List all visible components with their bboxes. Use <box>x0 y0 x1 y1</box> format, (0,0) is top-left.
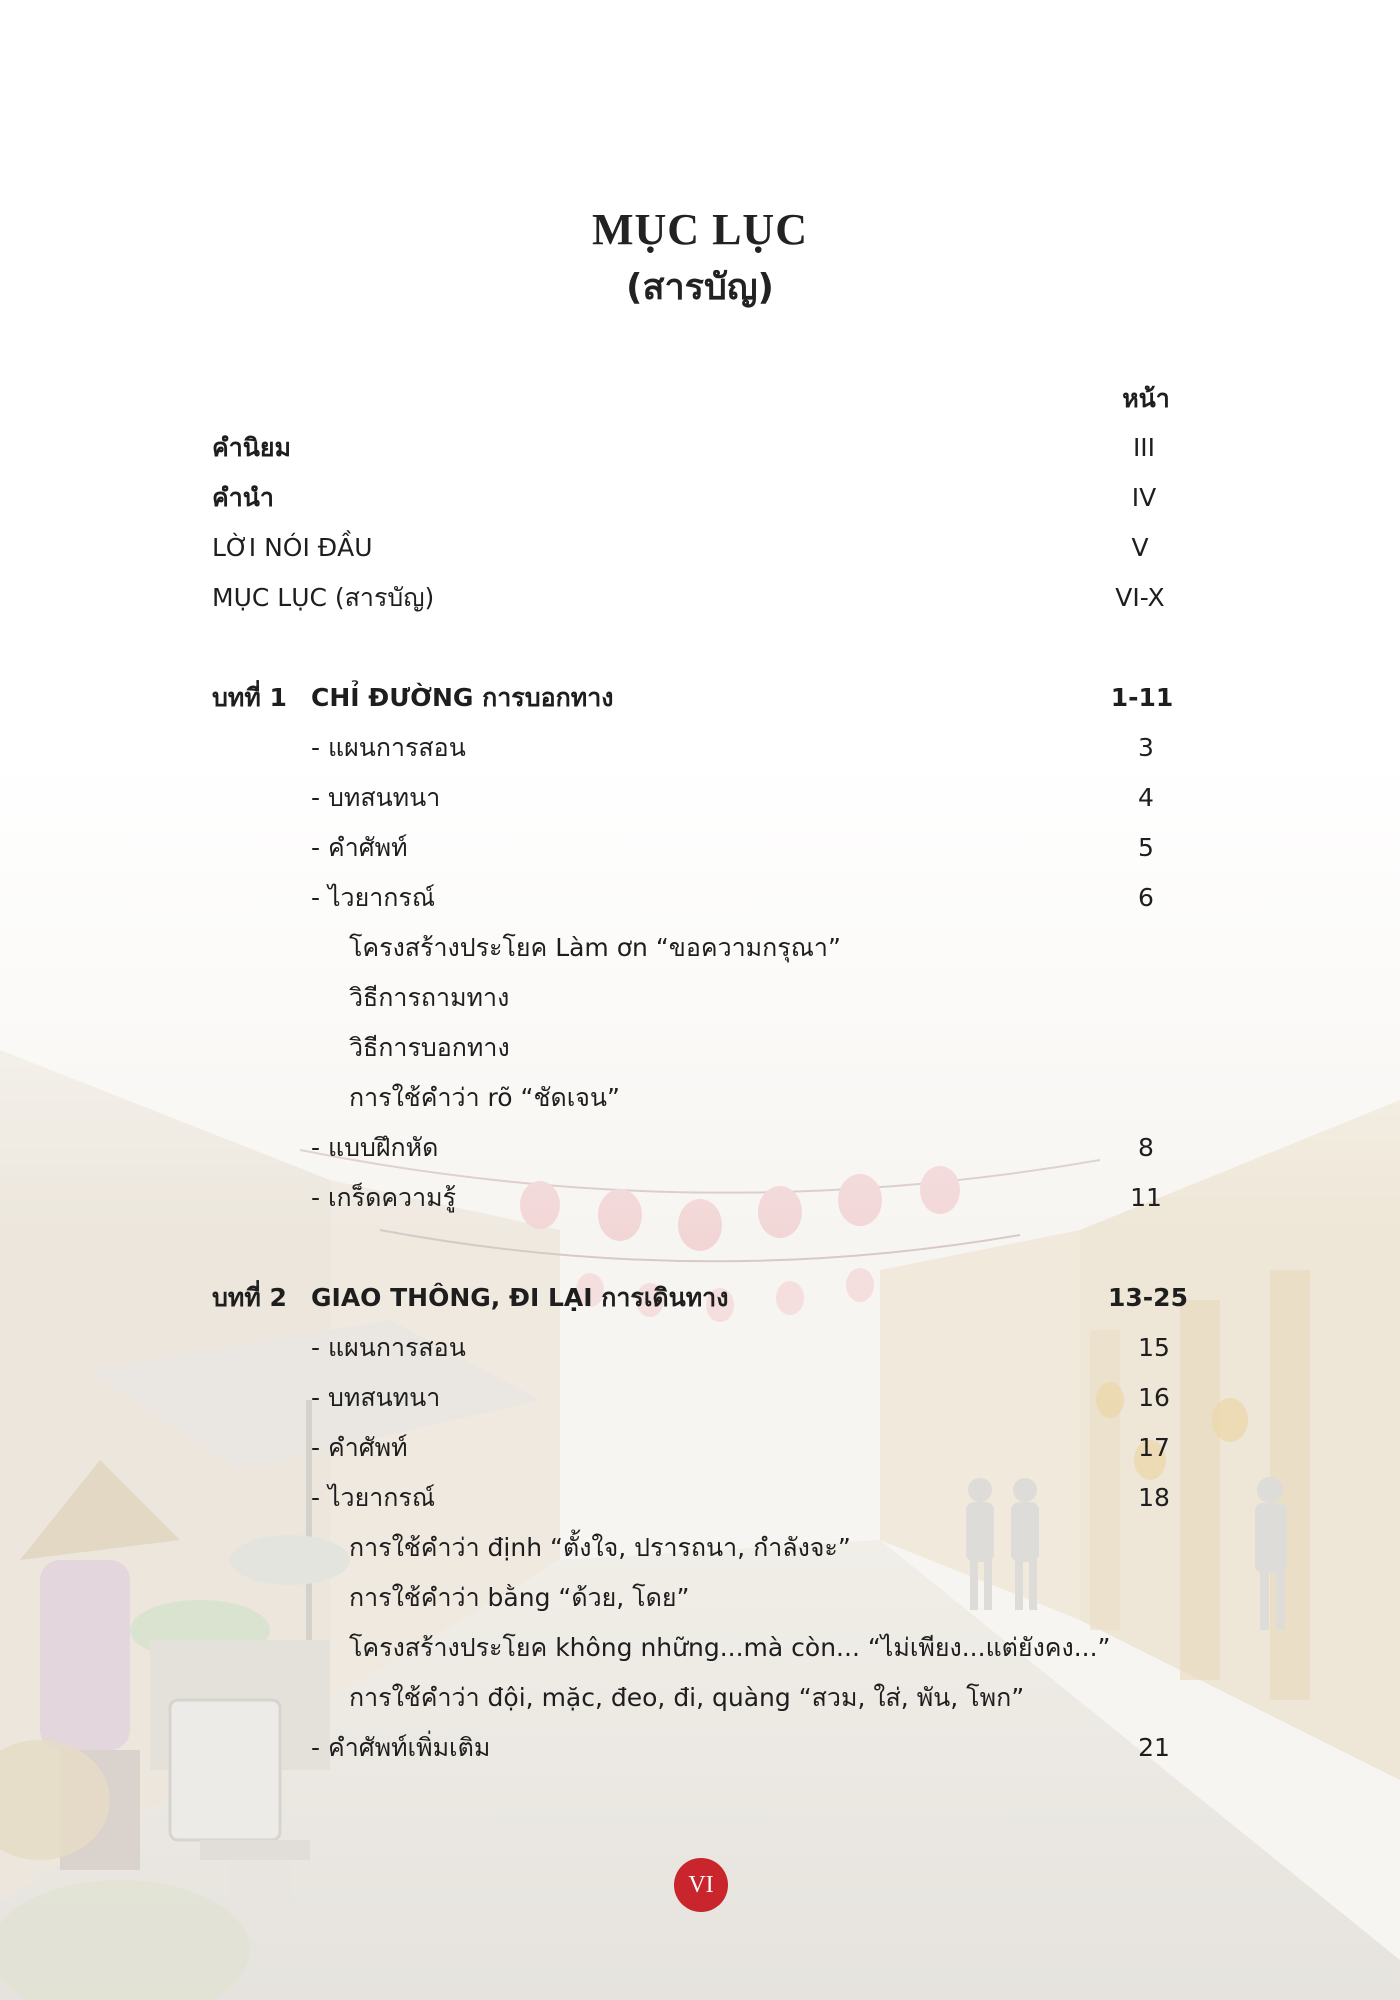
section-page: 6 <box>1138 883 1154 912</box>
subsection-label: การใช้คำว่า rõ “ชัดเจน” <box>349 1083 620 1112</box>
subsection-label: โครงสร้างประโยค không những...mà còn... “ไม่เพียง...แต่ยังคง...” <box>349 1633 1111 1662</box>
toc-entry-page: III <box>1132 433 1156 462</box>
section-page: 8 <box>1138 1133 1154 1162</box>
page-title: MỤC LỤC <box>592 205 808 254</box>
toc-subsection <box>0 978 1400 1018</box>
section-label: - คำศัพท์ <box>311 1433 408 1462</box>
toc-section <box>0 828 1400 868</box>
toc-section <box>0 1128 1400 1168</box>
section-label: - แผนการสอน <box>311 1333 466 1362</box>
toc-entry-label: คำนิยม <box>212 433 291 462</box>
subsection-label: วิธีการบอกทาง <box>349 1033 510 1062</box>
section-label: - คำศัพท์ <box>311 833 408 862</box>
toc-entry <box>0 578 1400 618</box>
chapter-pages: 1-11 <box>1110 683 1174 712</box>
chapter-title: CHỈ ĐƯỜNG การบอกทาง <box>311 683 614 712</box>
section-page: 3 <box>1138 733 1154 762</box>
section-label: - แผนการสอน <box>311 733 466 762</box>
toc-subsection <box>0 1628 1400 1668</box>
section-label: - แบบฝึกหัด <box>311 1133 439 1162</box>
section-page: 5 <box>1138 833 1154 862</box>
toc-entry <box>0 478 1400 518</box>
section-label: - เกร็ดความรู้ <box>311 1183 457 1212</box>
section-label: - บทสนทนา <box>311 1383 441 1412</box>
toc-section <box>0 1328 1400 1368</box>
subsection-label: วิธีการถามทาง <box>349 983 510 1012</box>
page-subtitle: (สารบัญ) <box>626 267 774 308</box>
section-label: - ไวยากรณ์ <box>311 883 436 912</box>
chapter-label: บทที่ 1 <box>212 683 287 712</box>
toc-entry-label: LỜI NÓI ĐẦU <box>212 533 373 562</box>
page-number-badge: VI <box>674 1858 728 1912</box>
section-page: 11 <box>1130 1183 1162 1212</box>
toc-entry-label: MỤC LỤC (สารบัญ) <box>212 583 435 612</box>
section-page: 21 <box>1138 1733 1170 1762</box>
toc-section <box>0 778 1400 818</box>
subsection-label: การใช้คำว่า bằng “ด้วย, โดย” <box>349 1583 690 1612</box>
toc-entry-label: คำนำ <box>212 483 274 512</box>
toc-subsection <box>0 1078 1400 1118</box>
toc-section <box>0 1478 1400 1518</box>
toc-subsection <box>0 1528 1400 1568</box>
section-page: 16 <box>1138 1383 1170 1412</box>
toc-section <box>0 728 1400 768</box>
toc-section <box>0 878 1400 918</box>
section-page: 18 <box>1138 1483 1170 1512</box>
toc-subsection <box>0 928 1400 968</box>
toc-subsection <box>0 1028 1400 1068</box>
toc-entry <box>0 528 1400 568</box>
page-column-header: หน้า <box>1122 384 1170 413</box>
subsection-label: การใช้คำว่า định “ตั้งใจ, ปรารถนา, กำลังจะ” <box>349 1533 851 1562</box>
section-label: - คำศัพท์เพิ่มเติม <box>311 1733 491 1762</box>
section-page: 17 <box>1138 1433 1170 1462</box>
chapter-label: บทที่ 2 <box>212 1283 287 1312</box>
toc-section <box>0 1378 1400 1418</box>
section-page: 4 <box>1138 783 1154 812</box>
toc-entry-page: V <box>1131 533 1149 562</box>
chapter-heading <box>0 678 1400 718</box>
toc-entry <box>0 428 1400 468</box>
subsection-label: การใช้คำว่า đội, mặc, đeo, đi, quàng “สวม, ใส่, พัน, โพก” <box>349 1683 1025 1712</box>
chapter-pages: 13-25 <box>1108 1283 1188 1312</box>
section-label: - บทสนทนา <box>311 783 441 812</box>
chapter-heading <box>0 1278 1400 1318</box>
toc-subsection <box>0 1678 1400 1718</box>
toc-section <box>0 1178 1400 1218</box>
chapter-title: GIAO THÔNG, ĐI LẠI การเดินทาง <box>311 1283 729 1312</box>
toc-subsection <box>0 1578 1400 1618</box>
toc-entry-page: IV <box>1131 483 1157 512</box>
section-page: 15 <box>1138 1333 1170 1362</box>
toc-section <box>0 1728 1400 1768</box>
page-column-header-row <box>0 379 1400 419</box>
toc-section <box>0 1428 1400 1468</box>
subsection-label: โครงสร้างประโยค Làm ơn “ขอความกรุณา” <box>349 933 841 962</box>
section-label: - ไวยากรณ์ <box>311 1483 436 1512</box>
toc-entry-page: VI-X <box>1115 583 1165 612</box>
